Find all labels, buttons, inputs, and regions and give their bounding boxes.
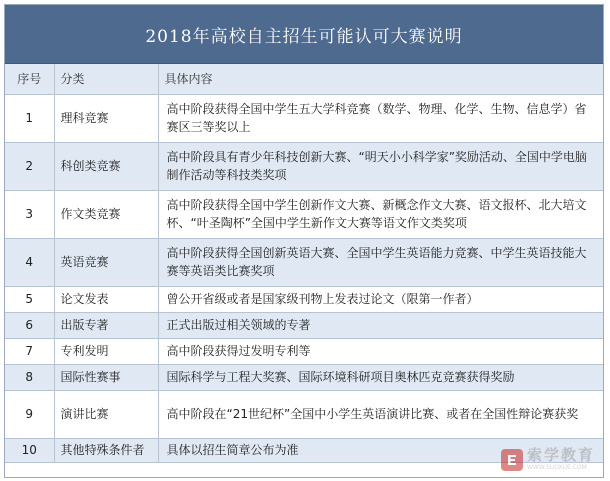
row-no: 8 xyxy=(5,364,54,390)
table-row xyxy=(5,390,603,438)
row-content: 高中阶段获得全国中学生创新作文大赛、新概念作文大赛、语文报杯、北大培文杯、“叶圣陶杯”全国中学生新作文大赛等语文作文类奖项 xyxy=(158,190,603,238)
row-category: 国际性赛事 xyxy=(54,364,158,390)
table-row xyxy=(5,142,603,190)
table-row xyxy=(5,94,603,142)
award-table xyxy=(5,64,603,463)
table-title: 2018年高校自主招生可能认可大赛说明 xyxy=(5,5,603,64)
row-category: 理科竞赛 xyxy=(54,94,158,142)
row-content: 高中阶段具有青少年科技创新大赛、“明天小小科学家”奖励活动、全国中学电脑制作活动等科技类奖项 xyxy=(158,142,603,190)
row-no: 10 xyxy=(5,438,54,462)
row-category: 论文发表 xyxy=(54,286,158,312)
row-no: 7 xyxy=(5,338,54,364)
row-content: 具体以招生简章公布为准 xyxy=(158,438,603,462)
row-category: 其他特殊条件者 xyxy=(54,438,158,462)
row-category: 演讲比赛 xyxy=(54,390,158,438)
row-content: 曾公开省级或者是国家级刊物上发表过论文（限第一作者） xyxy=(158,286,603,312)
row-content: 正式出版过相关领域的专著 xyxy=(158,312,603,338)
row-no: 6 xyxy=(5,312,54,338)
table-frame xyxy=(4,4,604,478)
row-no: 2 xyxy=(5,142,54,190)
row-no: 9 xyxy=(5,390,54,438)
row-no: 3 xyxy=(5,190,54,238)
header-content: 具体内容 xyxy=(158,64,603,94)
logo-letter-icon xyxy=(505,453,519,467)
table-row xyxy=(5,338,603,364)
row-category: 出版专著 xyxy=(54,312,158,338)
table-row xyxy=(5,238,603,286)
table-row xyxy=(5,286,603,312)
table-row xyxy=(5,364,603,390)
row-content: 高中阶段获得全国中学生五大学科竞赛（数学、物理、化学、生物、信息学）省赛区三等奖以上 xyxy=(158,94,603,142)
row-category: 作文类竞赛 xyxy=(54,190,158,238)
row-category: 英语竞赛 xyxy=(54,238,158,286)
row-category: 科创类竞赛 xyxy=(54,142,158,190)
row-category: 专利发明 xyxy=(54,338,158,364)
table-row xyxy=(5,312,603,338)
watermark-name: 索学教育 xyxy=(526,446,595,464)
row-content: 高中阶段获得过发明专利等 xyxy=(158,338,603,364)
header-no: 序号 xyxy=(5,64,54,94)
watermark xyxy=(501,448,595,471)
row-content: 高中阶段在“21世纪杯”全国中小学生英语演讲比赛、或者在全国性辩论赛获奖 xyxy=(158,390,603,438)
table-row xyxy=(5,190,603,238)
watermark-logo-icon xyxy=(501,449,523,471)
row-no: 5 xyxy=(5,286,54,312)
row-no: 4 xyxy=(5,238,54,286)
header-category: 分类 xyxy=(54,64,158,94)
row-content: 高中阶段获得全国创新英语大赛、全国中学生英语能力竞赛、中学生英语技能大赛等英语类比赛奖项 xyxy=(158,238,603,286)
header-row xyxy=(5,64,603,94)
row-no: 1 xyxy=(5,94,54,142)
row-content: 国际科学与工程大奖赛、国际环境科研项目奥林匹克竞赛获得奖励 xyxy=(158,364,603,390)
watermark-url: WWW.SUOXUE.COM xyxy=(526,464,587,471)
